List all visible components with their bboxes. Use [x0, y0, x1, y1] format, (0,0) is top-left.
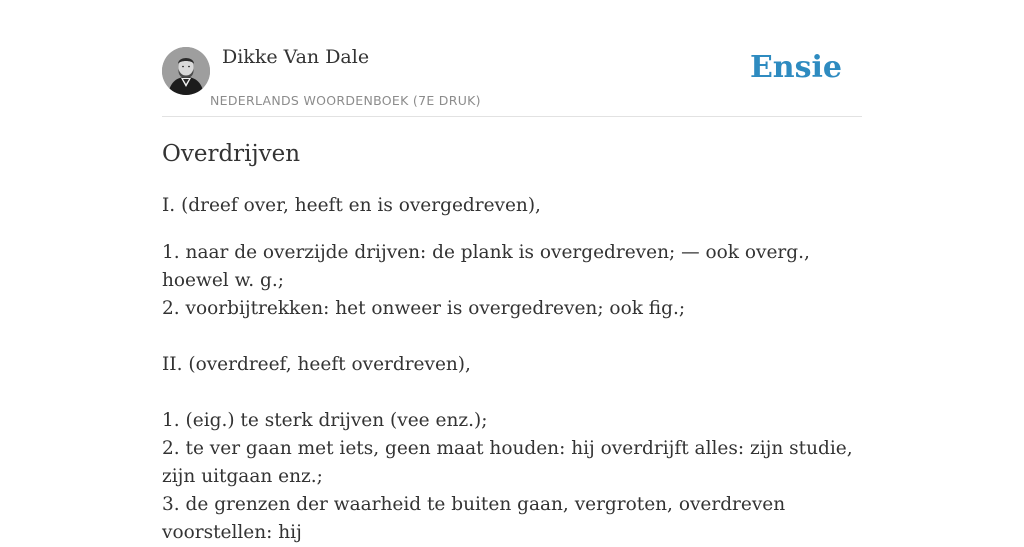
entry-content	[162, 138, 862, 547]
source-header	[162, 38, 862, 117]
definition-item: 1. naar de overzijde drijven: de plank is overgedreven; — ook overg., hoewel w. g.;	[162, 242, 810, 291]
page-title: Overdrijven	[162, 141, 301, 167]
definition-item: 1. (eig.) te sterk drijven (vee enz.);	[162, 410, 488, 431]
section-heading-2: II. (overdreef, heeft overdreven),	[162, 354, 471, 375]
portrait-photo-icon	[162, 47, 210, 95]
avatar[interactable]	[162, 47, 210, 95]
definition-item: 3. de grenzen der waarheid te buiten gaan, vergroten, overdreven voorstellen: hij	[162, 494, 786, 543]
definition-list-2	[162, 407, 862, 547]
definition-item: 2. te ver gaan met iets, geen maat houden: hij overdrijft alles: zijn studie, zijn uitgaan enz.;	[162, 438, 853, 487]
source-subtitle: NEDERLANDS WOORDENBOEK (7E DRUK)	[210, 93, 481, 108]
ensie-logo-link[interactable]: Ensie	[749, 50, 842, 85]
definition-list-1	[162, 239, 862, 323]
definition-item: 2. voorbijtrekken: het onweer is overgedreven; ook fig.;	[162, 298, 686, 319]
section-heading-1: I. (dreef over, heeft en is overgedreven),	[162, 195, 541, 216]
source-name[interactable]: Dikke Van Dale	[222, 46, 370, 68]
